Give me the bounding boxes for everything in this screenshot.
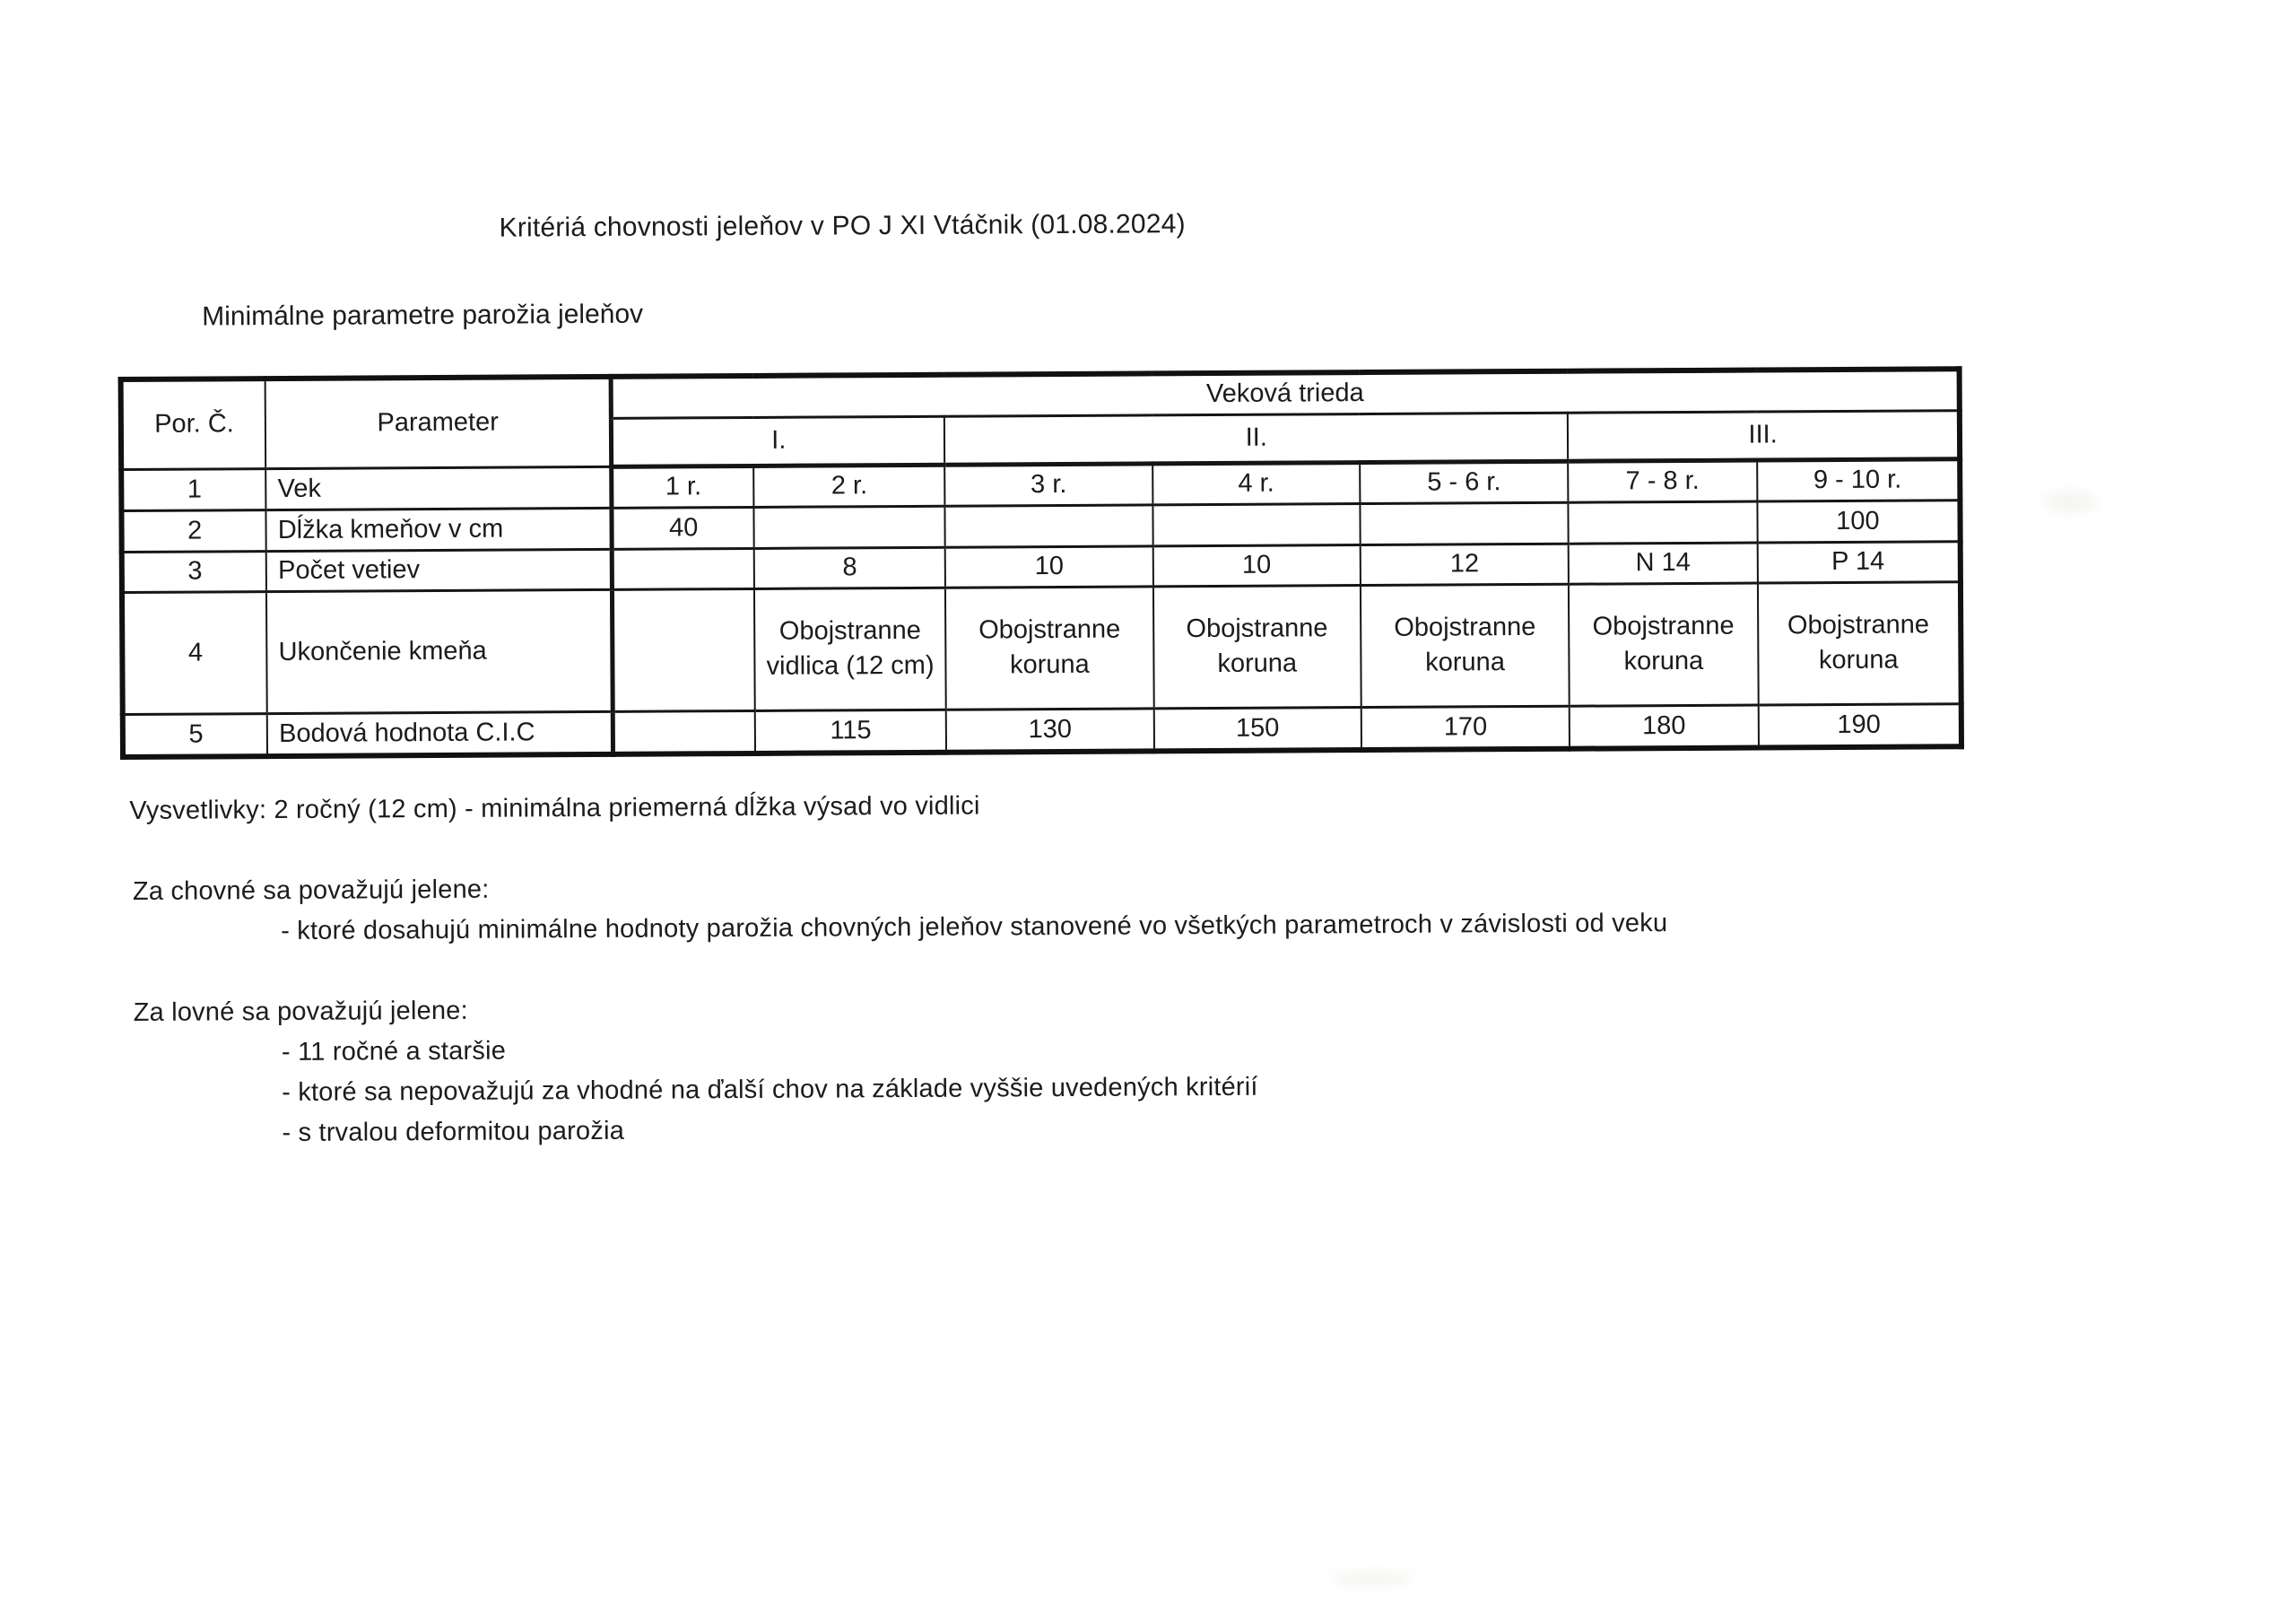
table-cell: P 14 — [1757, 541, 1961, 582]
param-label-cell: Bodová hodnota C.I.C — [267, 711, 613, 756]
table-cell: 7 - 8 r. — [1568, 460, 1757, 502]
table-cell: N 14 — [1569, 543, 1758, 584]
row-number-cell: 1 — [121, 468, 265, 510]
table-cell: 150 — [1153, 707, 1361, 751]
table-cell: 4 r. — [1152, 462, 1361, 504]
row-number-cell: 4 — [122, 591, 267, 714]
document-title: Kritériá chovnosti jeleňov v PO J XI Vtáčnik (01.08.2024) — [499, 209, 1186, 243]
table-cell: 1 r. — [612, 466, 753, 508]
table-cell: 130 — [946, 708, 1154, 752]
header-class-ii: II. — [944, 413, 1568, 465]
note-lovne-title: Za lovné sa považujú jelene: — [133, 996, 468, 1027]
table-cell: Obojstranne koruna — [1569, 583, 1758, 706]
table-cell — [613, 710, 755, 754]
table-cell — [1360, 502, 1569, 544]
table-cell: 12 — [1361, 544, 1570, 585]
table-cell: 100 — [1757, 500, 1961, 542]
note-chovne-title: Za chovné sa považujú jelene: — [132, 875, 490, 906]
table-cell: 180 — [1570, 705, 1759, 749]
note-chovne-item: - ktoré dosahujú minimálne hodnoty parožia chovných jeleňov stanovené vo všetkých parametroch v závislosti od veku — [281, 909, 1668, 946]
table-cell: 8 — [754, 547, 946, 588]
criteria-table — [118, 366, 1964, 760]
table-cell: 10 — [945, 545, 1153, 587]
param-label-cell: Vek — [265, 466, 612, 509]
table-row — [122, 581, 1961, 714]
table-cell — [612, 548, 753, 589]
document-subtitle: Minimálne parametre parožia jeleňov — [202, 299, 644, 332]
table-cell: Obojstranne koruna — [1361, 584, 1570, 707]
header-por-c: Por. Č. — [121, 379, 266, 469]
note-lovne-item: - 11 ročné a staršie — [281, 1036, 507, 1067]
header-class-iii: III. — [1568, 410, 1960, 461]
note-lovne-item: - s trvalou deformitou parožia — [282, 1116, 625, 1148]
param-label-cell: Počet vetiev — [266, 549, 613, 591]
table-cell: 40 — [612, 507, 753, 549]
table-cell — [945, 504, 1153, 546]
header-class-i: I. — [612, 416, 945, 466]
param-label-cell: Dĺžka kmeňov v cm — [266, 508, 613, 551]
note-lovne-item: - ktoré sa nepovažujú za vhodné na ďalší chov na základe vyššie uvedených kritérií — [282, 1072, 1258, 1108]
table-cell: Obojstranne koruna — [945, 586, 1153, 709]
table-cell: 10 — [1152, 544, 1361, 586]
table-cell: Obojstranne vidlica (12 cm) — [754, 588, 946, 710]
row-number-cell: 3 — [122, 551, 266, 592]
table-cell: 115 — [755, 710, 947, 753]
table-cell: 170 — [1361, 706, 1570, 750]
row-number-cell: 5 — [123, 713, 268, 757]
table-cell — [613, 588, 755, 711]
scan-smudge — [2043, 491, 2097, 512]
param-label-cell: Ukončenie kmeňa — [266, 589, 613, 713]
table-cell — [1152, 503, 1361, 545]
table-cell: 5 - 6 r. — [1360, 461, 1569, 503]
table-cell: 2 r. — [753, 465, 945, 507]
table-cell: 190 — [1758, 703, 1961, 747]
table-cell: 9 - 10 r. — [1757, 458, 1961, 501]
header-vekova-trieda: Veková trieda — [611, 369, 1959, 418]
table-cell — [1569, 501, 1758, 544]
table-cell: Obojstranne koruna — [1758, 581, 1961, 704]
table-cell: 3 r. — [944, 463, 1152, 505]
table-cell — [753, 506, 945, 548]
table-cell: Obojstranne koruna — [1153, 585, 1361, 708]
scan-smudge — [1332, 1572, 1413, 1587]
header-parameter: Parameter — [265, 377, 612, 468]
row-number-cell: 2 — [121, 509, 265, 552]
note-vysvetlivky: Vysvetlivky: 2 ročný (12 cm) - minimálna priemerná dĺžka výsad vo vidlici — [129, 791, 980, 825]
